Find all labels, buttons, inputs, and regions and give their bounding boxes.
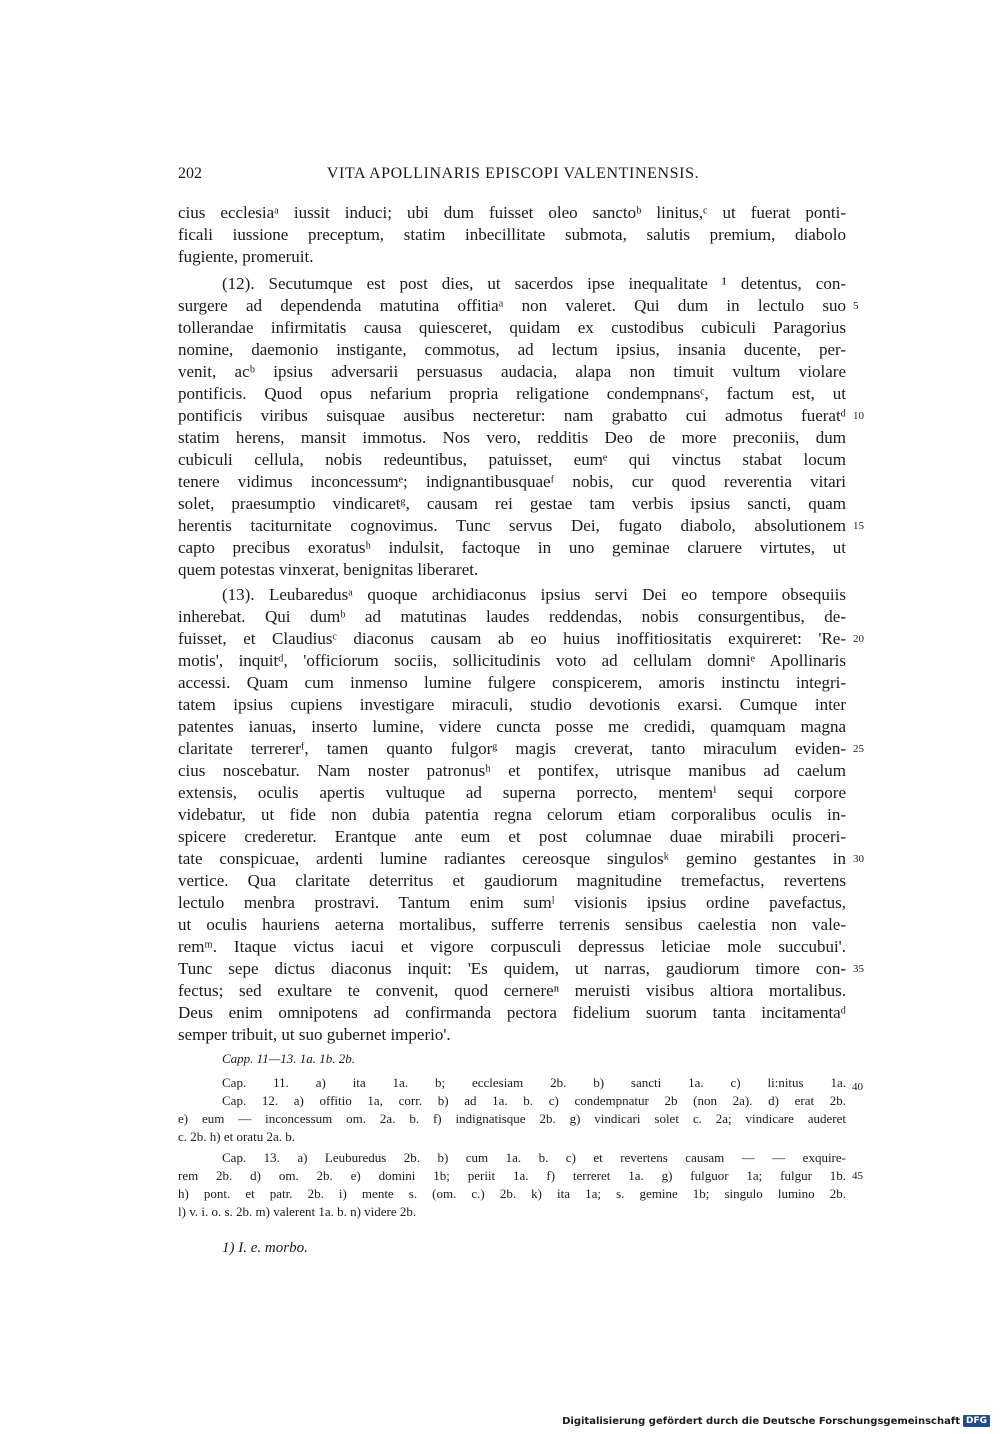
text-line: surgere ad dependenda matutina offitiaᵃ non valeret. Qui dum in lectulo suo	[178, 296, 846, 315]
line-number: 5	[853, 300, 859, 312]
digitization-banner	[562, 1415, 990, 1427]
text-line: tenere vidimus inconcessumᵉ; indignantibusquaeᶠ nobis, cur quod reverentia vitari	[178, 472, 846, 491]
text-line: cius ecclesiaᵃ iussit induci; ubi dum fuisset oleo sanctoᵇ linitus,ᶜ ut fuerat ponti-	[178, 203, 846, 222]
text-line: fectus; sed exultare te convenit, quod cernereⁿ meruisti visibus altiora mortalibus.	[178, 981, 846, 1000]
line-number: 20	[853, 633, 864, 645]
text-line: pontificis viribus suisquae ausibus necteretur: nam grabatto cui admotus fueratᵈ	[178, 406, 846, 425]
text-line: herentis taciturnitate cognovimus. Tunc servus Dei, fugato diabolo, absolutionem	[178, 516, 846, 535]
apparatus-line: e) eum — inconcessum om. 2a. b. f) indignatisque 2b. g) vindicari solet c. 2a; vindicare auderet	[178, 1111, 846, 1126]
text-line: Deus enim omnipotens ad confirmanda pectora fidelium suorum tanta incitamentaᵈ	[178, 1003, 846, 1022]
running-title: VITA APOLLINARIS EPISCOPI VALENTINENSIS.	[326, 165, 700, 182]
apparatus-line: Cap. 13. a) Leuburedus 2b. b) cum 1a. b. c) et revertens causam — — exquire-	[222, 1150, 846, 1165]
apparatus-line: h) pont. et patr. 2b. i) mente s. (om. c.) 2b. k) ita 1a; s. gemine 1b; singulo lumino 2b.	[178, 1186, 846, 1201]
text-line: patentes ianuas, inserto lumine, videre cuncta posse me credidi, quamquam magna	[178, 717, 846, 736]
text-line: lectulo menbra prostravi. Tantum enim sumˡ visionis ipsius ordine pavefactus,	[178, 893, 846, 912]
line-number: 10	[853, 410, 864, 422]
text-line: fuisset, et Claudiusᶜ diaconus causam ab eo huius inoffitiositatis exquireret: 'Re-	[178, 629, 846, 648]
page-number: 202	[178, 165, 202, 182]
line-number: 30	[853, 853, 864, 865]
text-line: spicere crederetur. Erantque ante eum et post columnae duae mirabili proceri-	[178, 827, 846, 846]
footnote: 1) I. e. morbo.	[222, 1240, 308, 1256]
apparatus-line: Cap. 12. a) offitio 1a, corr. b) ad 1a. b. c) condempnatur 2b (non 2a). d) erat 2b.	[222, 1093, 846, 1108]
text-line: ficali iussione preceptum, statim inbecillitate submota, salutis premium, diabolo	[178, 225, 846, 244]
text-line: (12). Secutumque est post dies, ut sacerdos ipse inequalitate ¹ detentus, con-	[222, 274, 846, 293]
text-line: motis', inquitᵈ, 'officiorum sociis, sollicitudinis voto ad cellulam domniᵉ Apollinaris	[178, 651, 846, 670]
apparatus-line: rem 2b. d) om. 2b. e) domini 1b; periit 1a. f) terreret 1a. g) fulguor 1a; fulgur 1b.	[178, 1168, 846, 1183]
text-line: extensis, oculis apertis vultuque ad superna porrecto, mentemⁱ sequi corpore	[178, 783, 846, 802]
dfg-logo: DFG	[963, 1415, 990, 1427]
text-line: vertice. Qua claritate deterritus et gaudiorum magnitudine tremefactus, revertens	[178, 871, 846, 890]
text-line: Tunc sepe dictus diaconus inquit: 'Es quidem, ut narras, gaudiorum timore con-	[178, 959, 846, 978]
apparatus-line: c. 2b. h) et oratu 2a. b.	[178, 1129, 295, 1144]
apparatus-line-number: 40	[852, 1081, 863, 1093]
text-line: solet, praesumptio vindicaretᵍ, causam rei gestae tam verbis ipsius sancti, quam	[178, 494, 846, 513]
text-line: ut oculis hauriens aeterna mortalibus, sufferre terrenis sensibus caelestia non vale-	[178, 915, 846, 934]
apparatus-line: Cap. 11. a) ita 1a. b; ecclesiam 2b. b) sancti 1a. c) li:nitus 1a.	[222, 1075, 846, 1090]
line-number: 15	[853, 520, 864, 532]
text-line: inherebat. Qui dumᵇ ad matutinas laudes reddendas, nobis consurgentibus, de-	[178, 607, 846, 626]
text-line: cubiculi cellula, nobis redeuntibus, patuisset, eumᵉ qui vinctus stabat locum	[178, 450, 846, 469]
apparatus-line-number: 45	[852, 1170, 863, 1182]
line-number: 35	[853, 963, 864, 975]
text-line: venit, acᵇ ipsius adversarii persuasus audacia, alapa non timuit vultum violare	[178, 362, 846, 381]
text-line: semper tribuit, ut suo gubernet imperio'.	[178, 1025, 451, 1044]
text-line: accessi. Quam cum inmenso lumine fulgere conspicerem, amoris instinctu integri-	[178, 673, 846, 692]
apparatus-line: l) v. i. o. s. 2b. m) valerent 1a. b. n) videre 2b.	[178, 1204, 417, 1219]
text-line: fugiente, promeruit.	[178, 247, 314, 266]
banner-text: Digitalisierung gefördert durch die Deutsche Forschungsgemeinschaft	[562, 1415, 960, 1427]
text-line: remᵐ. Itaque victus iacui et vigore corpusculi depressus leticiae mole succubui'.	[178, 937, 846, 956]
text-line: pontificis. Quod opus nefarium propria religatione condempnansᶜ, factum est, ut	[178, 384, 846, 403]
text-line: tate conspicuae, ardenti lumine radiantes cereosque singulosᵏ gemino gestantes in	[178, 849, 846, 868]
text-line: claritate terrererᶠ, tamen quanto fulgorᵍ magis creverat, tanto miraculum eviden-	[178, 739, 846, 758]
text-line: (13). Leubaredusᵃ quoque archidiaconus ipsius servi Dei eo tempore obsequiis	[222, 585, 846, 604]
text-line: nomine, daemonio instigante, commotus, ad lectum ipsius, insania ducente, per-	[178, 340, 846, 359]
line-number: 25	[853, 743, 864, 755]
text-line: cius noscebatur. Nam noster patronusʰ et pontifex, utrisque manibus ad caelum	[178, 761, 846, 780]
text-line: tollerandae infirmitatis causa quiesceret, quidam ex custodibus cubiculi Paragorius	[178, 318, 846, 337]
text-line: quem potestas vinxerat, benignitas liberaret.	[178, 560, 479, 579]
text-line: capto precibus exoratusʰ indulsit, factoque in uno geminae claruere virtutes, ut	[178, 538, 846, 557]
apparatus-line: Capp. 11—13. 1a. 1b. 2b.	[222, 1051, 356, 1066]
text-line: tatem ipsius cupiens investigare miraculi, studio devotionis exarsi. Cumque inter	[178, 695, 846, 714]
text-line: statim herens, mansit immotus. Nos vero, redditis Deo de more preconiis, dum	[178, 428, 846, 447]
text-line: videbatur, ut fide non dubia patentia regna celorum etiam corporalibus oculis in-	[178, 805, 846, 824]
